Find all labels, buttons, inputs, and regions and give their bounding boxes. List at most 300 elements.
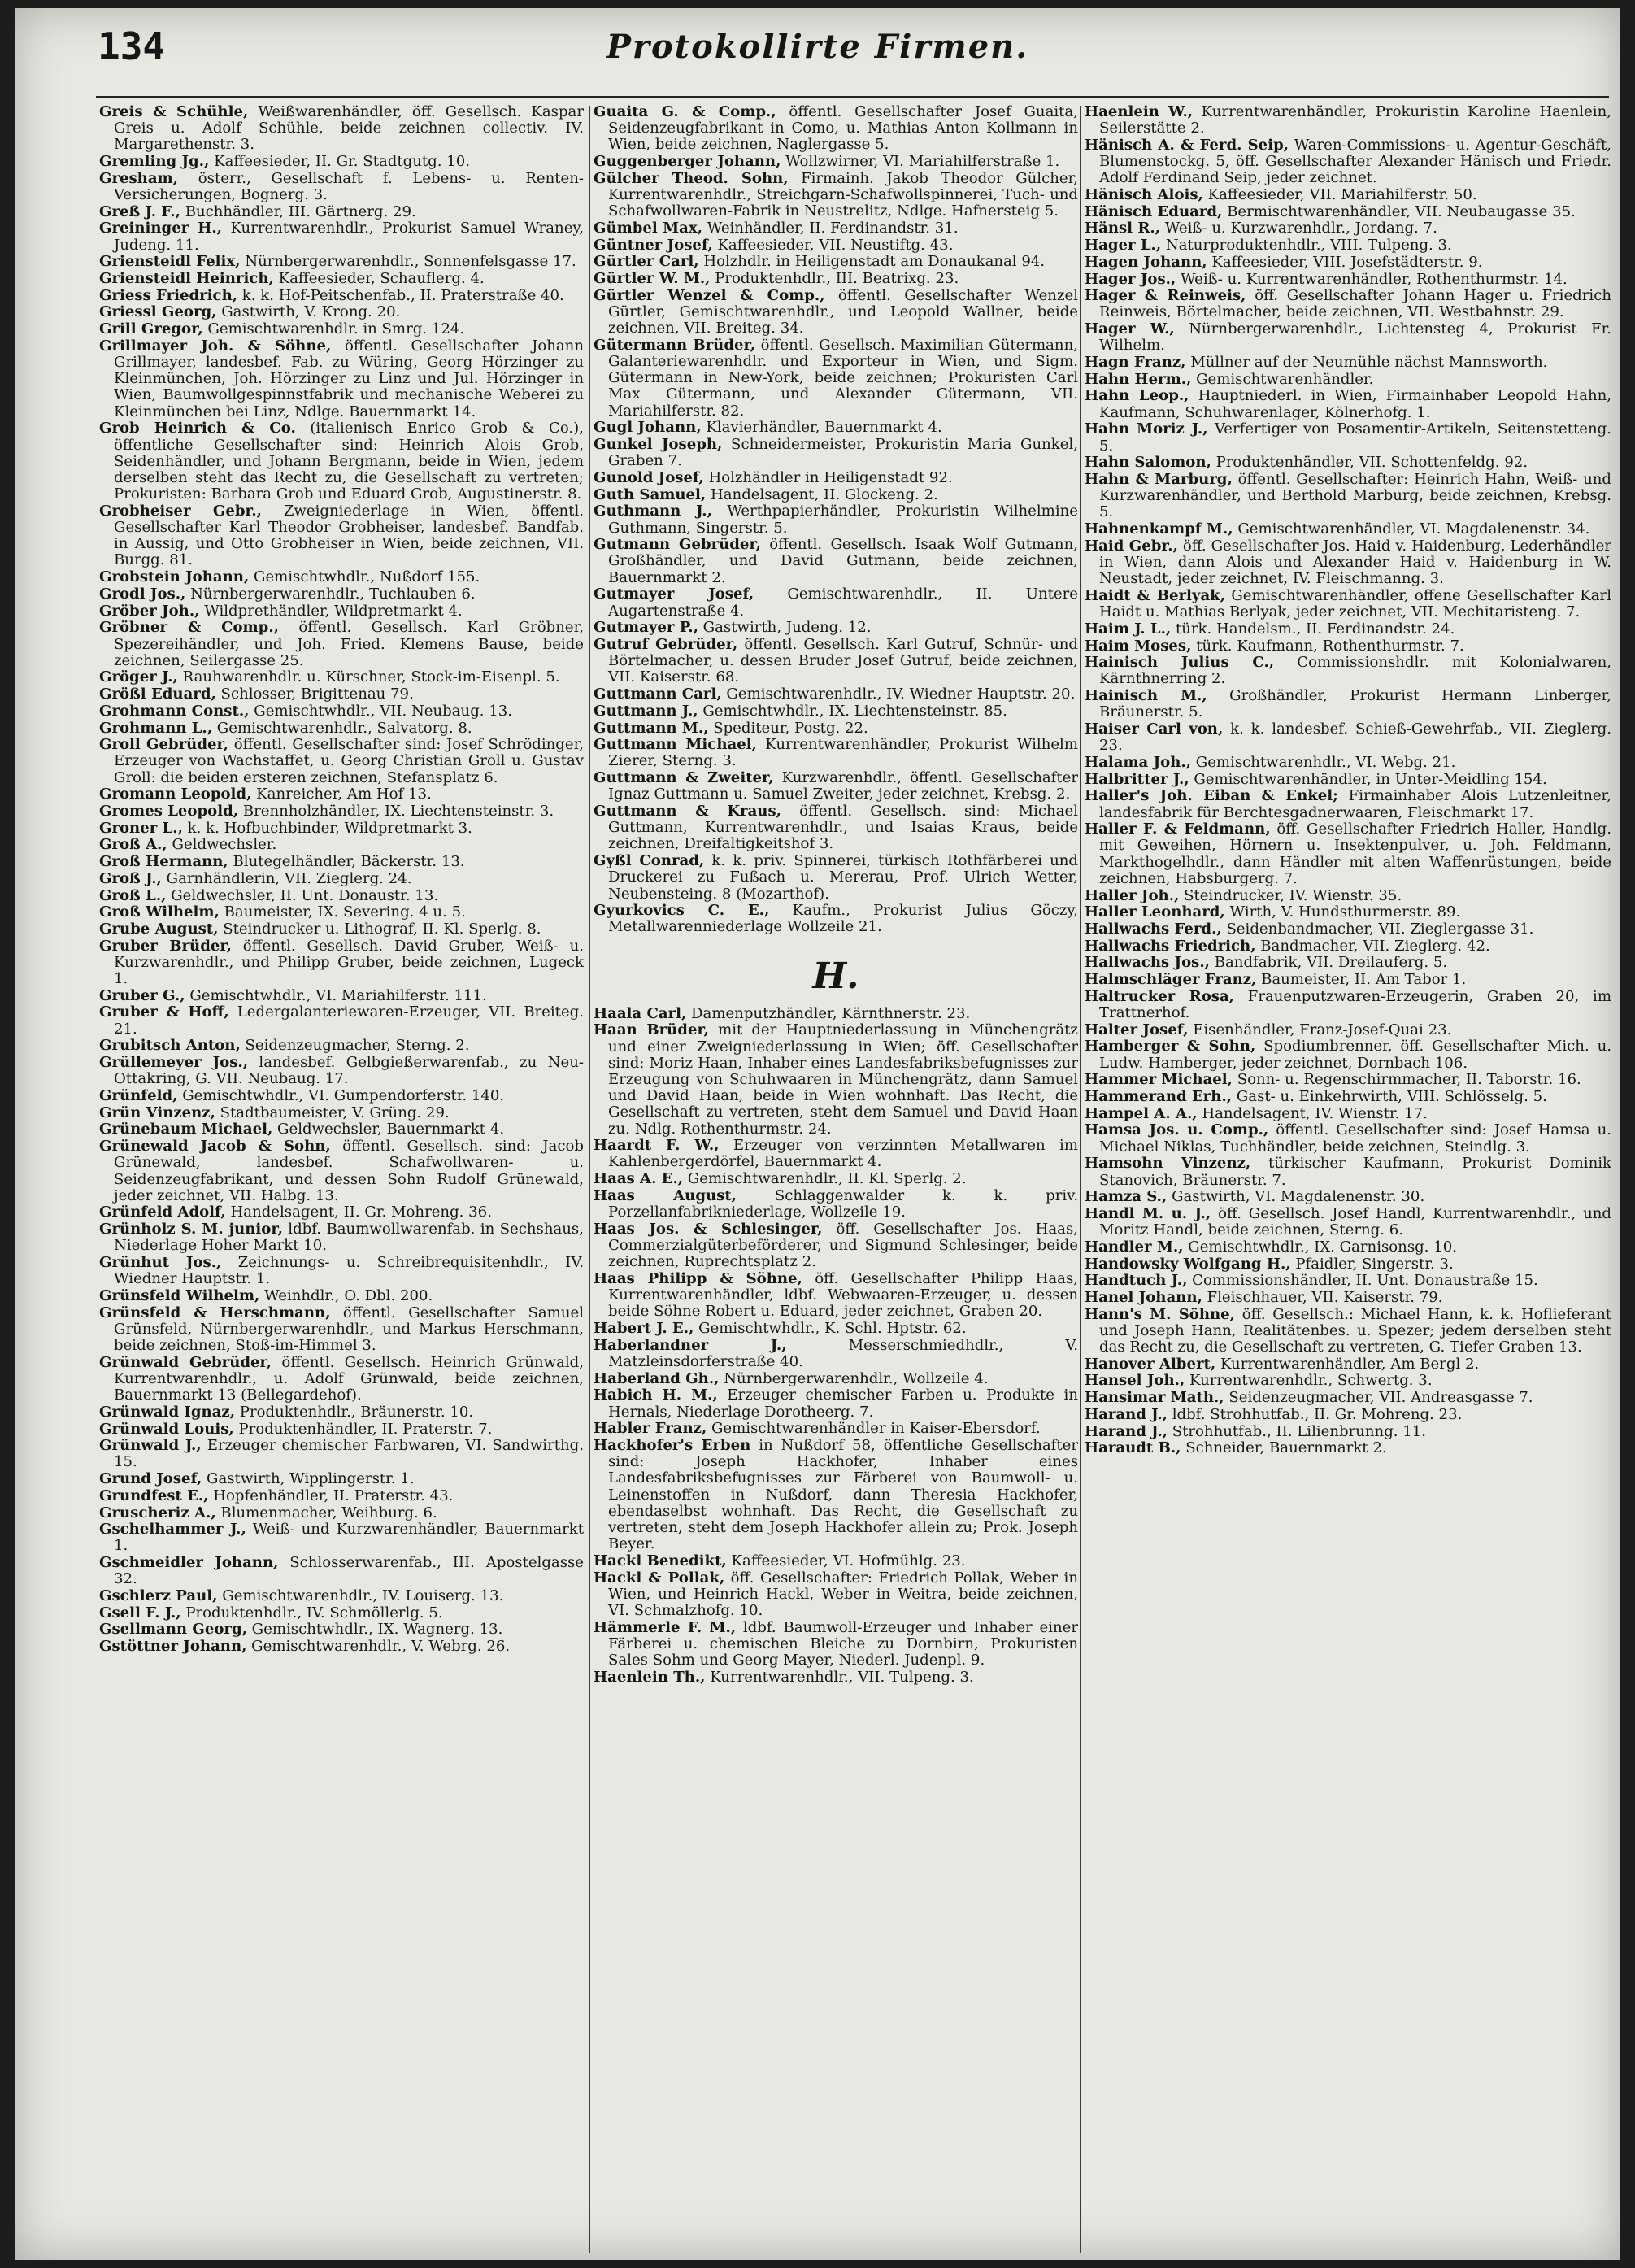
directory-entry	[1085, 1022, 1611, 1038]
firm-name: Hackhofer's Erben	[594, 1436, 751, 1454]
directory-entry	[99, 1355, 584, 1404]
firm-name: Haim J. L.,	[1085, 620, 1172, 638]
firm-details: öffentl. Gesellsch. sind: Jacob Grünewald, landesbef. Schafwollwaren- u. Seidenzeugfabrikant, und dessen Sohn Rudolf Grünewald, jeder zeichnet, VII. Halbg. 13.	[114, 1138, 584, 1204]
firm-details: Schlosser, Brigittenau 79.	[220, 686, 414, 703]
firm-details: Gemischtwhdlr., IX. Wagnerg. 13.	[251, 1621, 503, 1639]
directory-entry	[1085, 220, 1611, 237]
directory-entry	[1085, 938, 1611, 955]
firm-details: Gemischtwarenhändler, VI. Magdalenenstr. 34.	[1237, 520, 1590, 538]
directory-entry	[1085, 688, 1611, 720]
firm-details: Steindrucker u. Lithograf, II. Kl. Sperlg. 8.	[223, 920, 541, 938]
firm-details: Weinhdlr., O. Dbl. 200.	[264, 1286, 433, 1304]
directory-entry	[99, 1421, 584, 1438]
directory-entry	[594, 586, 1078, 619]
directory-entry	[1085, 521, 1611, 538]
firm-name: Greis & Schühle,	[99, 104, 249, 120]
firm-details: Wildprethändler, Wildpretmarkt 4.	[204, 602, 463, 620]
firm-details: Nürnbergerwarenhdlr., Tuchlauben 6.	[190, 585, 476, 603]
firm-name: Groß J.,	[99, 869, 162, 887]
firm-name: Gutmann Gebrüder,	[594, 536, 761, 554]
firm-details: (italienisch Enrico Grob & Co.), öffentliche Gesellschafter sind: Heinrich Alois Grob, Seidenhändler, und Johann Bergmann, beide in Wien, jedem derselben steht das Recht zu, die Gesellschaft zu vertreten; Prokuristen: Barbara Grob und Eduard Grob, Augustinerstr. 8.	[114, 420, 584, 503]
directory-entry	[594, 637, 1078, 686]
firm-name: Hager L.,	[1085, 237, 1162, 255]
firm-name: Hämmerle F. M.,	[594, 1618, 737, 1636]
firm-name: Hallwachs Friedrich,	[1085, 937, 1256, 955]
firm-details: Produktenhdlr., IV. Schmöllerlg. 5.	[185, 1604, 443, 1622]
firm-details: Verfertiger von Posamentir-Artikeln, Seitenstetteng. 5.	[1099, 420, 1611, 455]
directory-entry	[1085, 1122, 1611, 1155]
directory-entry	[99, 171, 584, 203]
directory-entry	[1085, 972, 1611, 988]
firm-details: Strohhutfab., II. Lilienbrunng. 11.	[1172, 1422, 1427, 1440]
directory-entry	[1085, 187, 1611, 203]
firm-name: Hanover Albert,	[1085, 1355, 1216, 1373]
firm-details: öff. Gesellschafter Jos. Haas, Commerzialgüterbeförderer, und Sigmund Schlesinger, beide zeichnen, Ruprechtsplatz 2.	[608, 1220, 1078, 1271]
directory-entry	[99, 854, 584, 870]
firm-details: Zeichnungs- u. Schreibrequisitenhdlr., IV. Wiedner Hauptstr. 1.	[114, 1254, 584, 1288]
firm-name: Haenlein W.,	[1085, 104, 1194, 120]
firm-name: Guttmann J.,	[594, 702, 698, 720]
firm-details: Wirth, V. Hundsthurmerstr. 89.	[1229, 903, 1461, 921]
directory-entry	[594, 470, 1078, 486]
firm-name: Haidt & Berlyak,	[1085, 586, 1226, 604]
directory-entry	[1085, 821, 1611, 887]
directory-entry	[99, 1088, 584, 1104]
directory-entry	[1085, 1072, 1611, 1088]
firm-name: Grünwald J.,	[99, 1437, 202, 1455]
firm-name: Groß Hermann,	[99, 853, 228, 871]
firm-details: Commissionshändler, II. Unt. Donaustraße 15.	[1192, 1272, 1538, 1290]
firm-name: Hamberger & Sohn,	[1085, 1038, 1256, 1056]
firm-details: Pfaidler, Singerstr. 3.	[1295, 1255, 1454, 1273]
firm-name: Hamza S.,	[1085, 1188, 1168, 1206]
directory-entry	[99, 1404, 584, 1421]
directory-entry	[99, 904, 584, 921]
directory-entry	[594, 1171, 1078, 1187]
firm-details: Hopfenhändler, II. Praterstr. 43.	[213, 1487, 454, 1504]
running-title: Protokollirte Firmen.	[606, 28, 1029, 66]
firm-details: Kaffeesieder, VI. Hofmühlg. 23.	[731, 1552, 966, 1569]
firm-details: Handelsagent, IV. Wienstr. 17.	[1202, 1104, 1428, 1122]
firm-name: Grund Josef,	[99, 1470, 202, 1488]
directory-entry	[99, 786, 584, 803]
firm-details: Stadtbaumeister, V. Grüng. 29.	[220, 1104, 450, 1121]
firm-name: Handtuch J.,	[1085, 1272, 1188, 1290]
firm-name: Grünwald Ignaz,	[99, 1403, 235, 1421]
directory-entry	[1085, 237, 1611, 254]
firm-details: Weiß- u. Kurzwarenhdlr., Jordang. 7.	[1164, 220, 1437, 237]
directory-entry	[594, 104, 1078, 154]
firm-name: Hallwachs Ferd.,	[1085, 920, 1222, 938]
firm-details: Kaffeesieder, Schauflerg. 4.	[278, 270, 485, 288]
firm-name: Grünholz S. M. junior,	[99, 1221, 283, 1238]
directory-entry	[99, 837, 584, 853]
firm-details: Gemischtwarenhdlr., IV. Wiedner Hauptstr. 20.	[726, 686, 1076, 703]
firm-details: Seidenzeugmacher, Sterng. 2.	[245, 1037, 470, 1055]
firm-name: Haas August,	[594, 1186, 737, 1204]
firm-details: Sonn- u. Regenschirmmacher, II. Taborstr. 16.	[1237, 1071, 1581, 1089]
firm-details: öff. Gesellschafter Philipp Haas, Kurrentwarenhändler, ldbf. Webwaaren-Erzeuger, u. dessen beide Söhne Robert u. Eduard, jeder zeichnet, Graben 20.	[608, 1269, 1078, 1321]
firm-details: k. k. landesbef. Schieß-Gewehrfab., VII. Zieglerg. 23.	[1099, 720, 1611, 755]
directory-entry	[594, 1553, 1078, 1569]
directory-entry	[99, 1622, 584, 1638]
firm-details: Spediteur, Postg. 22.	[713, 719, 868, 737]
firm-details: Weinhändler, II. Ferdinandstr. 31.	[707, 219, 959, 237]
directory-entry	[99, 1605, 584, 1622]
firm-details: Produktenhdlr., III. Beatrixg. 23.	[715, 270, 959, 288]
firm-name: Gutmayer P.,	[594, 619, 698, 637]
firm-name: Griess Friedrich,	[99, 286, 238, 304]
directory-entry	[99, 1471, 584, 1487]
firm-details: Messerschmiedhdlr., V. Matzleinsdorferstraße 40.	[608, 1336, 1078, 1370]
firm-details: Spodiumbrenner, öff. Gesellschafter Mich. u. Ludw. Hamberger, jeder zeichnet, Dornbach 106.	[1099, 1038, 1611, 1072]
firm-name: Hager & Reinweis,	[1085, 287, 1246, 305]
directory-entry	[594, 1271, 1078, 1321]
firm-details: Blumenmacher, Weihburg. 6.	[220, 1504, 437, 1521]
firm-details: Seidenbandmacher, VII. Zieglergasse 31.	[1226, 920, 1534, 938]
firm-details: Frauenputzwaren-Erzeugerin, Graben 20, im Trattnerhof.	[1099, 987, 1611, 1021]
directory-entry	[99, 720, 584, 737]
firm-name: Gruber Brüder,	[99, 937, 232, 955]
directory-entry	[99, 154, 584, 170]
firm-details: Schlaggenwalder k. k. priv. Porzellanfabrikniederlage, Wollzeile 19.	[608, 1186, 1078, 1221]
directory-entry	[594, 537, 1078, 586]
firm-name: Haas Jos. & Schlesinger,	[594, 1220, 823, 1238]
firm-name: Hahn Leop.,	[1085, 387, 1189, 405]
firm-name: Gütermann Brüder,	[594, 336, 756, 354]
firm-details: Waren-Commissions- u. Agentur-Geschäft, Blumenstockg. 5, öff. Gesellschafter Alexander Hänisch und Friedr. Adolf Ferdinand Seip, jeder zeichnet.	[1099, 136, 1611, 187]
firm-details: mit der Hauptniederlassung in Münchengrätz und einer Zweigniederlassung in Wien; öff. Gesellschafter sind: Moriz Haan, Inhaber eines Landesfabriksbefugnisses zur Erzeugung von Schuhwaaren in Münchengrätz, dann Samuel und David Haan, beide in Wien wohnhaft. Das Recht, die Gesellschaft zu vertreten, steht dem Samuel und David Haan zu. Ndlg. Rothenthurmstr. 24.	[608, 1021, 1078, 1138]
firm-name: Haas Philipp & Söhne,	[594, 1269, 802, 1287]
firm-details: Buchhändler, III. Gärtnerg. 29.	[185, 202, 416, 220]
firm-name: Gstöttner Johann,	[99, 1638, 247, 1656]
firm-details: Blutegelhändler, Bäckerstr. 13.	[233, 853, 465, 871]
directory-entry	[1085, 104, 1611, 137]
firm-name: Gyurkovics C. E.,	[594, 902, 770, 920]
directory-entry	[99, 338, 584, 420]
firm-name: Grobstein Johann,	[99, 568, 250, 586]
firm-details: Produktenhändler, II. Praterstr. 7.	[238, 1420, 493, 1438]
directory-entry	[1085, 655, 1611, 687]
firm-details: Kanreicher, Am Hof 13.	[256, 786, 432, 803]
directory-entry	[1085, 1256, 1611, 1273]
directory-entry	[594, 1387, 1078, 1420]
directory-entry	[99, 1121, 584, 1138]
firm-name: Hänisch A. & Ferd. Seip,	[1085, 136, 1289, 154]
firm-details: Handelsagent, II. Gr. Mohreng. 36.	[230, 1204, 492, 1221]
firm-name: Haraudt B.,	[1085, 1439, 1181, 1457]
firm-name: Grillmayer Joh. & Söhne,	[99, 337, 332, 355]
directory-entry	[594, 254, 1078, 270]
firm-name: Guttmann & Kraus,	[594, 803, 781, 821]
firm-details: Gemischtwhdlr., VI. Gumpendorferstr. 140.	[182, 1086, 505, 1104]
column-divider	[1080, 106, 1081, 2253]
firm-name: Grünsfeld & Herschmann,	[99, 1304, 331, 1321]
directory-entry	[99, 1055, 584, 1087]
column-2	[594, 104, 1078, 2251]
firm-details: öffentl. Gesellsch. Heinrich Grünwald, Kurrentwarenhdlr., u. Adolf Grünwald, beide zeichnen, Bauernmarkt 13 (Bellegardehof).	[114, 1353, 584, 1404]
directory-entry	[1085, 1307, 1611, 1356]
firm-details: öffentl. Gesellsch. Karl Gutruf, Schnür- und Börtelmacher, u. dessen Bruder Josef Gutruf, beide zeichnen, VII. Kaiserstr. 68.	[608, 636, 1078, 686]
firm-name: Gunold Josef,	[594, 468, 704, 486]
firm-details: Rauhwarenhdlr. u. Kürschner, Stock-im-Eisenpl. 5.	[182, 668, 560, 686]
directory-entry	[99, 503, 584, 569]
directory-entry	[99, 888, 584, 904]
firm-name: Hackl & Pollak,	[594, 1569, 725, 1587]
firm-name: Gröber Joh.,	[99, 602, 200, 620]
firm-name: Haenlein Th.,	[594, 1668, 706, 1686]
directory-entry	[594, 1421, 1078, 1437]
firm-name: Haas A. E.,	[594, 1170, 684, 1188]
firm-name: Haan Brüder,	[594, 1021, 709, 1039]
directory-entry	[1085, 288, 1611, 320]
directory-entry	[99, 669, 584, 686]
firm-details: Gemischtwhdlr., Nußdorf 155.	[253, 568, 480, 586]
firm-name: Greß J. F.,	[99, 202, 180, 220]
directory-entry	[594, 703, 1078, 720]
directory-entry	[1085, 388, 1611, 420]
firm-name: Hansimar Math.,	[1085, 1389, 1224, 1407]
firm-details: ldbf. Baumwoll-Erzeuger und Inhaber einer Färberei u. chemischen Bleiche zu Dornbirn, Prokuristen Sales Sohm und Georg Mayer, Niederl. Judenpl. 9.	[608, 1618, 1078, 1669]
firm-details: Erzeuger von verzinnten Metallwaren im Kahlenbergerdörfel, Bauernmarkt 4.	[608, 1137, 1078, 1171]
firm-name: Groß L.,	[99, 886, 167, 904]
directory-entry	[1085, 1390, 1611, 1406]
firm-name: Hammer Michael,	[1085, 1071, 1233, 1089]
firm-details: ldbf. Strohhutfab., II. Gr. Mohreng. 23.	[1172, 1405, 1463, 1423]
firm-details: Nürnbergerwarenhdlr., Lichtensteg 4, Prokurist Fr. Wilhelm.	[1099, 320, 1611, 355]
directory-entry	[594, 1438, 1078, 1552]
directory-entry	[1085, 255, 1611, 271]
directory-entry	[99, 104, 584, 154]
firm-details: öff. Gesellschafter: Friedrich Pollak, Weber in Wien, und Heinrich Hackl, Weber in Weitra, beide zeichnen, VI. Schmalzhofg. 10.	[608, 1569, 1078, 1619]
directory-entry	[99, 603, 584, 620]
directory-entry	[99, 1521, 584, 1554]
directory-entry	[99, 1505, 584, 1521]
directory-entry	[99, 1004, 584, 1037]
directory-entry	[1085, 204, 1611, 220]
firm-name: Gromes Leopold,	[99, 803, 239, 821]
firm-details: Kurrentwarenhändler, Am Bergl 2.	[1220, 1355, 1480, 1373]
directory-entry	[594, 288, 1078, 337]
directory-entry	[99, 1555, 584, 1587]
firm-name: Griessl Georg,	[99, 303, 217, 321]
firm-name: Hainisch M.,	[1085, 687, 1207, 705]
directory-entry	[1085, 455, 1611, 471]
directory-entry	[99, 1639, 584, 1655]
directory-entry	[99, 1221, 584, 1254]
firm-name: Groß A.,	[99, 836, 167, 854]
firm-details: k. k. Hof-Peitschenfab., II. Praterstraße 40.	[241, 286, 564, 304]
directory-entry	[594, 1620, 1078, 1669]
firm-details: Holzhdlr. in Heiligenstadt am Donaukanal 94.	[703, 253, 1046, 271]
firm-name: Gröbner & Comp.,	[99, 619, 279, 637]
firm-name: Haller's Joh. Eiban & Enkel;	[1085, 787, 1338, 805]
directory-entry	[1085, 1156, 1611, 1188]
firm-details: Steindrucker, IV. Wienstr. 35.	[1184, 886, 1402, 904]
firm-details: öff. Gesellsch.: Michael Hann, k. k. Hoflieferant und Joseph Hann, Realitätenbes. u. Spezer; jedem derselben steht das Recht zu, die Gesellschaft zu vertreten, G. Tiefer Graben 13.	[1099, 1305, 1611, 1356]
firm-name: Griensteidl Heinrich,	[99, 270, 274, 288]
firm-name: Guttmann Carl,	[594, 686, 722, 703]
directory-entry	[99, 1438, 584, 1470]
directory-entry	[594, 737, 1078, 769]
directory-entry	[1085, 588, 1611, 620]
firm-details: Geldwechsler.	[172, 836, 277, 854]
firm-name: Grünwald Louis,	[99, 1420, 234, 1438]
directory-entry	[1085, 1239, 1611, 1256]
directory-entry	[1085, 989, 1611, 1021]
directory-entry	[99, 988, 584, 1004]
firm-details: Bandfabrik, VII. Dreilauferg. 5.	[1214, 954, 1448, 972]
firm-name: Gruscheriz A.,	[99, 1504, 216, 1521]
firm-details: Seidenzeugmacher, VII. Andreasgasse 7.	[1228, 1389, 1533, 1407]
directory-entry	[594, 437, 1078, 469]
firm-details: Holzhändler in Heiligenstadt 92.	[708, 468, 953, 486]
firm-details: landesbef. Gelbgießerwarenfab., zu Neu-Ottakring, G. VII. Neubaug. 17.	[114, 1054, 584, 1088]
firm-name: Grünfeld Adolf,	[99, 1204, 226, 1221]
firm-name: Guttmann M.,	[594, 719, 709, 737]
firm-details: türkischer Kaufmann, Prokurist Dominik Stanovich, Bräunerstr. 7.	[1099, 1155, 1611, 1189]
firm-name: Hansel Joh.,	[1085, 1372, 1185, 1390]
firm-details: Müllner auf der Neumühle nächst Mannsworth.	[1190, 354, 1548, 372]
firm-name: Hahn Moriz J.,	[1085, 420, 1208, 438]
column-divider	[589, 106, 590, 2253]
firm-name: Gschmeidler Johann,	[99, 1554, 279, 1572]
firm-details: Gemischtwhdlr., IX. Garnisonsg. 10.	[1188, 1238, 1457, 1256]
firm-name: Hahn Herm.,	[1085, 370, 1192, 388]
firm-name: Handowsky Wolfgang H.,	[1085, 1255, 1291, 1273]
firm-name: Guthmann J.,	[594, 503, 712, 520]
firm-name: Hahn & Marburg,	[1085, 470, 1233, 488]
directory-entry	[594, 271, 1078, 287]
directory-entry	[594, 1006, 1078, 1022]
directory-entry	[594, 503, 1078, 536]
firm-name: Haim Moses,	[1085, 637, 1192, 655]
firm-details: Kurrentwarenhändler, Prokuristin Karoline Haenlein, Seilerstätte 2.	[1099, 104, 1611, 137]
directory-entry	[594, 220, 1078, 237]
firm-details: Kaufm., Prokurist Julius Göczy, Metallwarenniederlage Wollzeile 21.	[608, 902, 1078, 936]
directory-entry	[594, 720, 1078, 737]
firm-name: Grünhut Jos.,	[99, 1254, 222, 1272]
directory-entry	[594, 853, 1078, 903]
firm-details: öffentl. Gesellsch. David Gruber, Weiß- u. Kurzwarenhdlr., und Philipp Gruber, beide zeichnen, Lugeck 1.	[114, 937, 584, 988]
directory-entry	[594, 337, 1078, 420]
firm-name: Gruber G.,	[99, 986, 185, 1004]
firm-name: Haller Joh.,	[1085, 886, 1180, 904]
firm-name: Grünfeld,	[99, 1086, 178, 1104]
firm-name: Gugl Johann,	[594, 419, 702, 437]
firm-name: Hänisch Eduard,	[1085, 202, 1223, 220]
firm-name: Gsell F. J.,	[99, 1604, 181, 1622]
firm-details: Kaffeesieder, VII. Neustiftg. 43.	[717, 236, 954, 254]
firm-name: Gromann Leopold,	[99, 786, 252, 803]
firm-name: Hagn Franz,	[1085, 354, 1186, 372]
directory-entry	[1085, 904, 1611, 921]
firm-details: Wollzwirner, VI. Mariahilferstraße 1.	[785, 153, 1060, 171]
directory-entry	[99, 803, 584, 820]
firm-name: Grünewald Jacob & Sohn,	[99, 1138, 331, 1156]
firm-name: Groß Wilhelm,	[99, 903, 220, 921]
directory-entry	[594, 1338, 1078, 1370]
firm-details: öffentl. Gesellschafter: Heinrich Hahn, Weiß- und Kurzwarenhändler, und Berthold Marburg, beide zeichnen, Krebsg. 5.	[1099, 470, 1611, 521]
firm-details: öffentl. Gesellschafter sind: Josef Hamsa u. Michael Niklas, Tuchhändler, beide zeichnen, Steindlg. 3.	[1099, 1121, 1611, 1156]
directory-entry	[99, 304, 584, 320]
firm-details: öff. Gesellschafter Friedrich Haller, Handlg. mit Geweihen, Hörnern u. Insektenpulver, u. Joh. Feldmann, Markthogelhdlr., dann Händler mit alten Waffenrüstungen, beide zeichnen, Habsburgerg. 7.	[1099, 821, 1611, 887]
firm-name: Haala Carl,	[594, 1004, 687, 1022]
directory-entry	[594, 1321, 1078, 1337]
directory-entry	[1085, 721, 1611, 754]
firm-name: Gruber & Hoff,	[99, 1003, 229, 1021]
firm-details: Gastwirth, Judeng. 12.	[702, 619, 872, 637]
directory-entry	[594, 1371, 1078, 1387]
firm-name: Gutruf Gebrüder,	[594, 636, 738, 653]
firm-name: Gürtler Carl,	[594, 253, 699, 271]
directory-entry	[594, 1221, 1078, 1271]
firm-details: öffentl. Gesellschafter sind: Josef Schrödinger, Erzeuger von Wachstaffet, u. Georg Christian Groll u. Gustav Groll: die beiden ersteren zeichnen, Stefansplatz 6.	[114, 736, 584, 786]
firm-details: Eisenhändler, Franz-Josef-Quai 23.	[1193, 1021, 1452, 1038]
directory-entry	[594, 770, 1078, 803]
directory-entry	[594, 803, 1078, 853]
directory-entry	[1085, 272, 1611, 288]
firm-details: öff. Gesellsch. Josef Handl, Kurrentwarenhdlr., und Moritz Handl, beide zeichnen, Sterng. 6.	[1099, 1204, 1611, 1239]
directory-entry	[99, 1305, 584, 1355]
firm-name: Hagen Johann,	[1085, 253, 1207, 271]
firm-details: Gemischtwarenhdlr., IV. Louiserg. 13.	[222, 1587, 504, 1605]
firm-name: Habert J. E.,	[594, 1320, 694, 1338]
directory-entry	[1085, 921, 1611, 938]
firm-name: Guggenberger Johann,	[594, 153, 781, 171]
firm-details: türk. Handelsm., II. Ferdinandstr. 24.	[1175, 620, 1455, 638]
firm-details: Gemischtwhdlr., VII. Neubaug. 13.	[254, 702, 513, 720]
firm-details: Kurrentwarenhdlr., Prokurist Samuel Wraney, Judeng. 11.	[114, 220, 584, 254]
column-1	[99, 104, 584, 2251]
firm-details: Gastwirth, V. Krong. 20.	[221, 303, 401, 321]
firm-details: Zweigniederlage in Wien, öffentl. Gesellschafter Karl Theodor Grobheiser, landesbef. Bandfab. in Aussig, und Otto Grobheiser in Wien, beide zeichnen, VII. Burgg. 81.	[114, 502, 584, 569]
firm-name: Habler Franz,	[594, 1420, 707, 1438]
firm-details: öffentl. Gesellschafter Samuel Grünsfeld, Nürnbergerwarenhdlr., und Markus Herschmann, beide zeichnen, Stoß-im-Himmel 3.	[114, 1304, 584, 1355]
directory-entry	[594, 154, 1078, 170]
directory-entry	[99, 620, 584, 669]
firm-details: Gemischtwarenhdlr., II. Untere Augartenstraße 4.	[608, 586, 1078, 620]
directory-entry	[1085, 755, 1611, 771]
firm-details: Gemischtwarenhdlr., V. Webrg. 26.	[251, 1638, 511, 1656]
firm-details: in Nußdorf 58, öffentliche Gesellschafter sind: Joseph Hackhofer, Inhaber eines Landesfabriksbefugnisses zur Färberei von Baumwoll- u. Leinenstoffen in Nußdorf, dann Theresia Hackhofer, ebendaselbst wohnhaft. Das Recht, die Gesellschaft zu vertreten, steht dem Joseph Hackhofer allein zu; Prok. Joseph Beyer.	[608, 1436, 1078, 1553]
directory-entry	[594, 237, 1078, 254]
firm-name: Hahn Salomon,	[1085, 454, 1211, 472]
section-letter: H.	[812, 955, 859, 997]
directory-entry	[99, 703, 584, 720]
firm-details: öffentl. Gesellschafter Josef Guaita, Seidenzeugfabrikant in Como, u. Mathias Anton Kollmann in Wien, beide zeichnen, Naglergasse 5.	[608, 104, 1078, 154]
directory-entry	[1085, 1189, 1611, 1205]
firm-name: Gürtler W. M.,	[594, 270, 711, 288]
directory-entry	[99, 737, 584, 786]
firm-name: Gröger J.,	[99, 668, 178, 686]
directory-entry	[1085, 955, 1611, 971]
firm-details: Produktenhdlr., Bräunerstr. 10.	[239, 1403, 474, 1421]
firm-name: Gschlerz Paul,	[99, 1587, 218, 1605]
firm-name: Greininger H.,	[99, 220, 222, 237]
firm-name: Haller Leonhard,	[1085, 903, 1225, 921]
firm-details: Kaffeesieder, VIII. Josefstädterstr. 9.	[1211, 253, 1483, 271]
firm-name: Grill Gregor,	[99, 320, 203, 338]
firm-details: Bermischtwarenhändler, VII. Neubaugasse 35.	[1227, 202, 1576, 220]
firm-details: Gemischtwarenhändler, offene Gesellschafter Karl Haidt u. Mathias Berlyak, jeder zeichnet, VII. Mechitaristeng. 7.	[1099, 586, 1611, 621]
firm-details: Gemischtwarenhdlr., VI. Webg. 21.	[1195, 753, 1456, 771]
firm-name: Gümbel Max,	[594, 219, 702, 237]
directory-entry	[1085, 1290, 1611, 1306]
firm-name: Grünwald Gebrüder,	[99, 1353, 272, 1371]
directory-entry	[1085, 372, 1611, 388]
firm-name: Hann's M. Söhne,	[1085, 1305, 1235, 1323]
